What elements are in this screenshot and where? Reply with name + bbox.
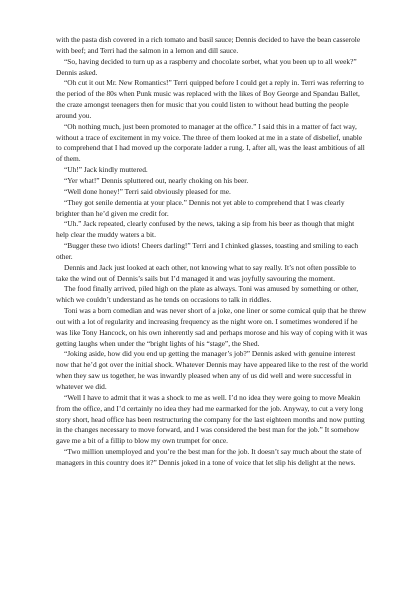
paragraph-11: Dennis and Jack just looked at each other, not knowing what to say really. It’s not often possible to take the wind out of Dennis’s sails but I’d managed it and was joyfully savouring the moment. xyxy=(56,262,356,283)
paragraph-16: “Two million unemployed and you’re the best man for the job. It doesn’t say much about the state of managers in this country does it?” Dennis joked in a tone of voice that let slip his delight at the news. xyxy=(56,447,362,467)
paragraph-14: “Joking aside, how did you end up getting the manager’s job?” Dennis asked with genuine interest now that he’d got over the initial shock. Whatever Dennis may have appeared like to the rest of the world when they saw us together, he was inwardly pleased when any of us did well and were successful in whatever we did. xyxy=(56,349,368,391)
paragraph-2: “So, having decided to turn up as a raspberry and chocolate sorbet, what you been up to all week?” Dennis asked. xyxy=(56,56,357,77)
page-body xyxy=(56,35,368,469)
paragraph-1: with the pasta dish covered in a rich tomato and basil sauce; Dennis decided to have the bean casserole with beef; and Terri had the salmon in a lemon and dill sauce. xyxy=(56,35,361,55)
paragraph-15: “Well I have to admit that it was a shock to me as well. I’d no idea they were going to move Meakin from the office, and I’d certainly no idea they had me earmarked for the job. Anyway, to cut a very long story short, head office has been restructuring the company for the last eighteen months and now putting in the changes necessary to move forward, and I was considered the best man for the job.” It somehow gave me a bit of a fillip to blow my own trumpet for once. xyxy=(56,392,365,446)
paragraph-8: “They got senile dementia at your place.” Dennis not yet able to comprehend that I was clearly brighter than he’d given me credit for. xyxy=(56,197,345,218)
paragraph-7: “Well done honey!” Terri said obviously pleased for me. xyxy=(64,186,231,196)
paragraph-3: “Oh cut it out Mr. New Romantics!” Terri quipped before I could get a reply in. Terri was referring to the period of the 80s when Punk music was replaced with the likes of Boy George and Spandau Ballet, the craze amongst teenagers then for music that you could listen to without head butting the people around you. xyxy=(56,78,364,120)
paragraph-9: “Uh.” Jack repeated, clearly confused by the news, taking a sip from his beer as though that might help clear the muddy waters a bit. xyxy=(56,219,355,240)
paragraph-10: “Bugger these two idiots! Cheers darling!” Terri and I chinked glasses, toasting and smiling to each other. xyxy=(56,241,359,261)
paragraph-5: “Uh!” Jack kindly muttered. xyxy=(64,165,148,175)
paragraph-13: Toni was a born comedian and was never short of a joke, one liner or some comical quip that he threw out with a lot of regularity and increasing frequency as the night wore on. I sometimes wondered if he was like Tony Hancock, on his own inherently sad and perhaps morose and his way of coping with it was getting laughs when under the “bright lights of his “stage”, the Shed. xyxy=(56,306,368,348)
paragraph-6: “Yer what!” Dennis spluttered out, nearly choking on his beer. xyxy=(64,175,249,185)
paragraph-12: The food finally arrived, piled high on the plate as always. Toni was amused by something or other, which we couldn’t understand as he tends on occasions to talk in riddles. xyxy=(56,284,359,305)
paragraph-4: “Oh nothing much, just been promoted to manager at the office.” I said this in a matter of fact way, without a trace of excitement in my voice. The three of them looked at me in a state of disbelief, unable to comprehend that I had moved up the corporate ladder a rung. I, after all, was the least ambitious of all of them. xyxy=(56,121,365,164)
